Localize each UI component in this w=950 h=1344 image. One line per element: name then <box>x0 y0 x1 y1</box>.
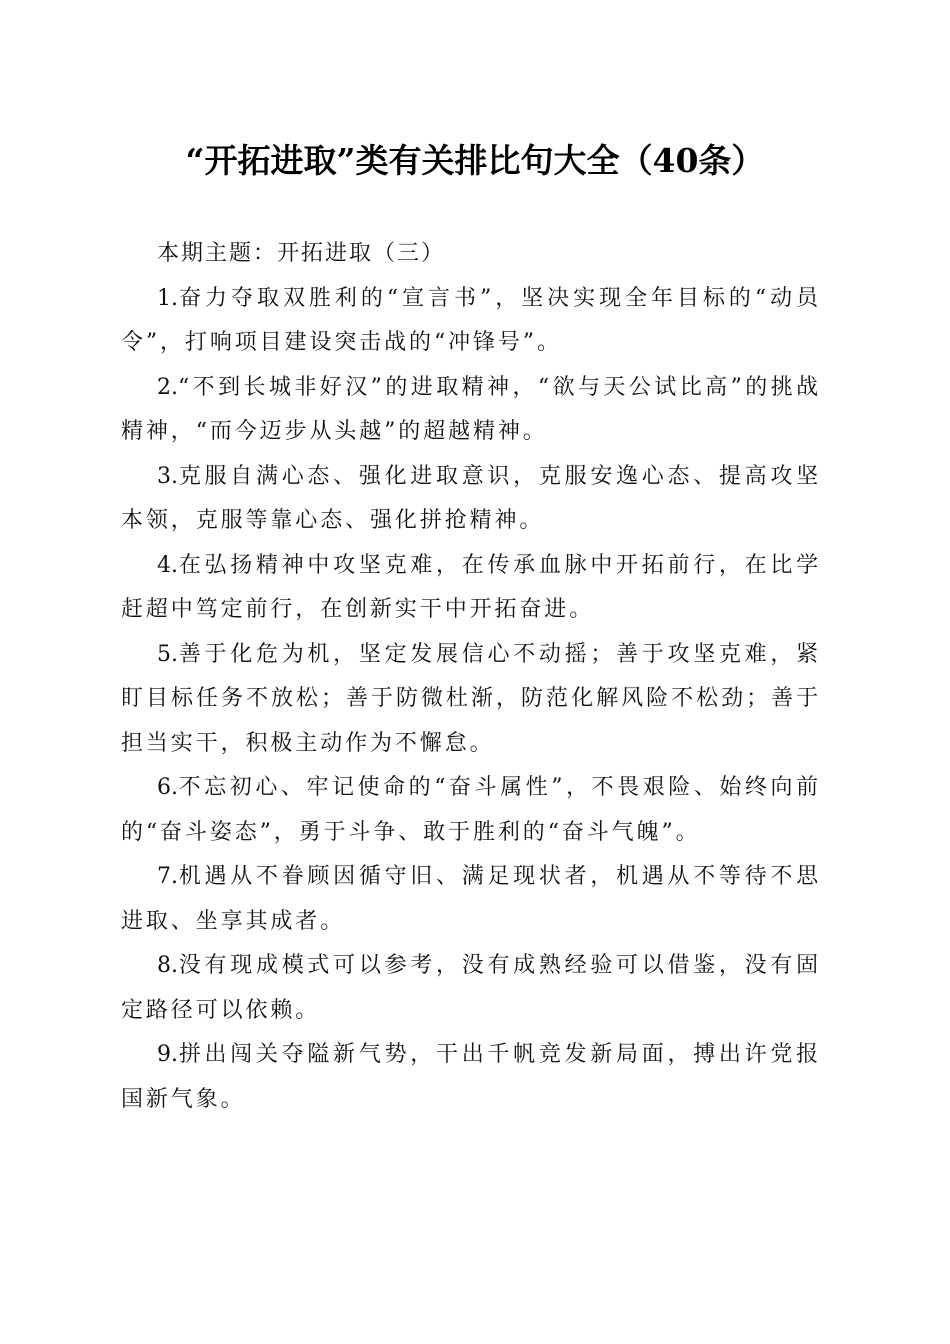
list-item-4 <box>121 544 821 633</box>
item-text: “不到长城非好汉”的进取精神，“欲与天公试比高”的挑战精神，“而今迈步从头越”的超越精神。 <box>121 374 821 444</box>
list-item-1 <box>121 277 821 366</box>
item-number: 3. <box>157 463 178 489</box>
document-body <box>121 232 821 1122</box>
list-item-6 <box>121 766 821 855</box>
item-text: 没有现成模式可以参考，没有成熟经验可以借鉴，没有固定路径可以依赖。 <box>121 953 821 1023</box>
item-number: 4. <box>157 552 178 578</box>
item-number: 9. <box>157 1042 178 1067</box>
list-item-3 <box>121 455 821 544</box>
item-text: 在弘扬精神中攻坚克难，在传承血脉中开拓前行，在比学赶超中笃定前行，在创新实干中开拓奋进。 <box>121 552 821 622</box>
item-text: 克服自满心态、强化进取意识，克服安逸心态、提高攻坚本领，克服等靠心态、强化拼抢精神。 <box>121 463 821 533</box>
list-item-2 <box>121 366 821 455</box>
list-item-9 <box>121 1033 821 1122</box>
item-number: 5. <box>157 641 178 667</box>
item-number: 2. <box>157 374 178 400</box>
item-text: 不忘初心、牢记使命的“奋斗属性”，不畏艰险、始终向前的“奋斗姿态”，勇于斗争、敢于胜利的“奋斗气魄”。 <box>121 775 821 845</box>
item-text: 奋力夺取双胜利的“宣言书”，坚决实现全年目标的“动员令”，打响项目建设突击战的“冲锋号”。 <box>121 285 821 355</box>
list-item-5 <box>121 633 821 767</box>
item-number: 6. <box>157 775 178 800</box>
topic-line: 本期主题：开拓进取（三） <box>157 241 446 266</box>
item-text: 拼出闯关夺隘新气势，干出千帆竞发新局面，搏出许党报国新气象。 <box>121 1042 821 1112</box>
item-text: 善于化危为机，坚定发展信心不动摇；善于攻坚克难，紧盯目标任务不放松；善于防微杜渐，防范化解风险不松劲；善于担当实干，积极主动作为不懈怠。 <box>121 641 821 756</box>
document-title: “开拓进取”类有关排比句大全（40条） <box>185 141 765 180</box>
item-number: 8. <box>157 953 178 978</box>
list-item-8 <box>121 944 821 1033</box>
item-number: 7. <box>157 864 178 889</box>
item-number: 1. <box>157 285 178 311</box>
item-text: 机遇从不眷顾因循守旧、满足现状者，机遇从不等待不思进取、坐享其成者。 <box>121 864 821 934</box>
list-item-7 <box>121 855 821 944</box>
